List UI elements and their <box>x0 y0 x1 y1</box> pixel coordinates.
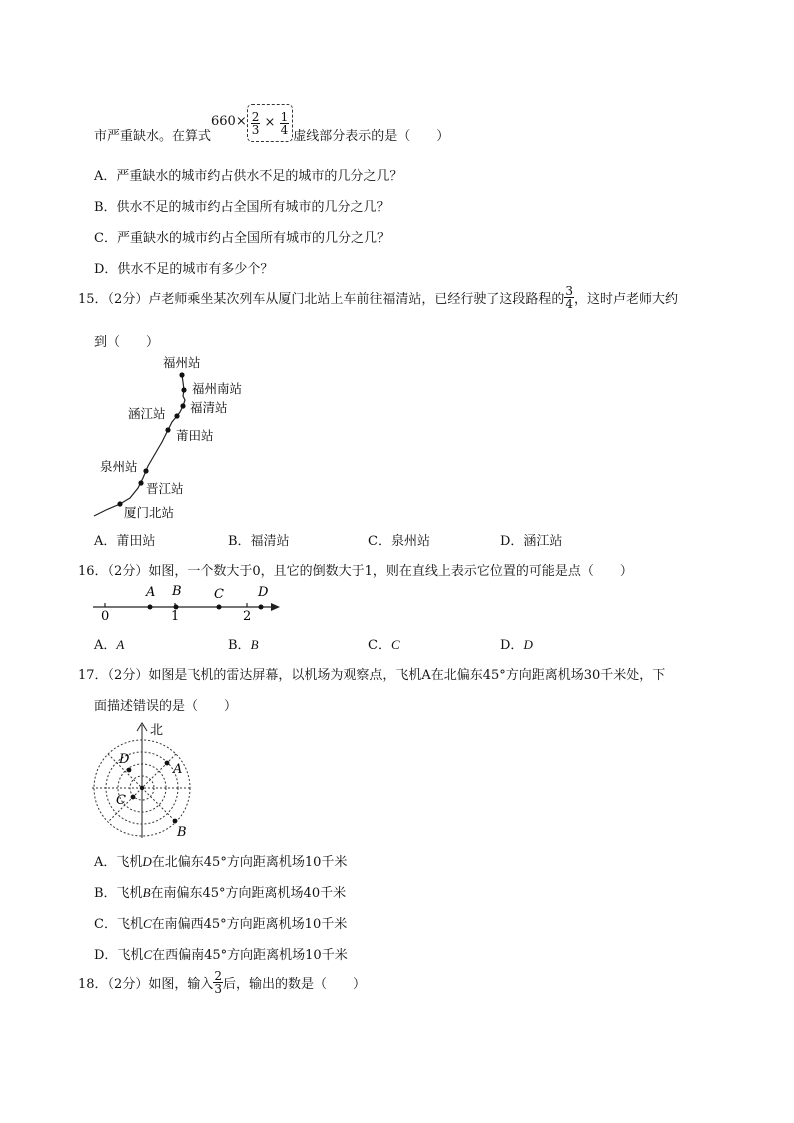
q15-stem-after: ，这时卢老师大约 <box>573 292 678 307</box>
q16-option-a-prefix: A． <box>94 638 117 653</box>
q15-stem <box>78 285 678 325</box>
q14-option-d[interactable]: D．供水不足的城市有多少个？ <box>94 262 274 277</box>
q15-dot-hanjiang <box>174 413 179 418</box>
q17-option-d[interactable] <box>94 944 348 963</box>
q14-text-prefix: 市严重缺水。在算式 <box>94 129 212 144</box>
q14-frac2-den: 4 <box>280 122 289 137</box>
q17-option-c-var: C <box>142 916 152 931</box>
q15-label-quanzhou: 泉州站 <box>100 459 138 474</box>
q16-option-c[interactable] <box>368 634 400 653</box>
q15-option-c[interactable]: C．泉州站 <box>368 534 430 549</box>
q15-frac-num: 3 <box>565 284 573 298</box>
q17-option-b-prefix: B．飞机 <box>94 886 143 901</box>
q15-frac <box>564 285 574 310</box>
q17-option-c[interactable] <box>94 913 347 932</box>
q16-label-d: D <box>258 585 269 600</box>
q16-option-c-var: C <box>390 637 400 652</box>
q16-option-b[interactable] <box>228 634 259 653</box>
q15-label-fuzhou-south: 福州南站 <box>192 381 243 396</box>
q16-option-d[interactable] <box>500 634 533 653</box>
q17-option-a-prefix: A．飞机 <box>94 855 143 870</box>
q17-option-a[interactable] <box>94 851 347 870</box>
q16-option-c-prefix: C． <box>368 638 391 653</box>
q15-label-hanjiang: 涵江站 <box>128 406 166 421</box>
q15-option-b[interactable]: B．福清站 <box>228 534 290 549</box>
q17-plane-b <box>173 819 178 824</box>
q17-label-c: C <box>116 793 126 808</box>
q15-option-d[interactable]: D．涵江站 <box>500 534 563 549</box>
q17-label-d: D <box>119 752 130 767</box>
q16-option-d-prefix: D． <box>500 638 524 653</box>
q16-label-a: A <box>146 585 156 600</box>
q18-frac <box>213 970 223 995</box>
q14-text-suffix: 虚线部分表示的是（ ） <box>293 129 450 144</box>
q14-option-b[interactable]: B．供水不足的城市约占全国所有城市的几分之几？ <box>94 200 390 215</box>
q16-option-b-prefix: B． <box>228 638 251 653</box>
q14-formula-coef: 660 <box>211 114 236 129</box>
q16-point-d <box>259 605 264 610</box>
q15-frac-den: 4 <box>565 297 573 311</box>
q14-frac2 <box>280 111 290 136</box>
q17-option-d-rest: 在西偏南45°方向距离机场10千米 <box>152 948 348 963</box>
q16-tick-label-2: 2 <box>243 609 252 620</box>
q15-dot-jinjiang <box>138 480 143 485</box>
q18-stem-before: 18．（2分）如图，输入 <box>78 977 214 992</box>
q15-dot-xiamen-north <box>117 501 122 506</box>
q16-number-line-svg <box>88 580 288 620</box>
q15-label-fuqing: 福清站 <box>190 400 228 415</box>
q17-center-dot <box>140 786 144 790</box>
q15-dot-putian <box>165 427 170 432</box>
q17-option-c-rest: 在南偏西45°方向距离机场10千米 <box>151 917 348 932</box>
q14-option-c[interactable]: C．严重缺水的城市约占全国所有城市的几分之几？ <box>94 231 390 246</box>
q15-route-map <box>80 350 280 525</box>
q15-label-jinjiang: 晋江站 <box>146 481 184 496</box>
q15-dot-fuzhou <box>179 372 184 377</box>
q17-option-a-rest: 在北偏东45°方向距离机场10千米 <box>151 855 348 870</box>
q17-label-a: A <box>173 762 183 777</box>
q17-stem-line2: 面描述错误的是（ ） <box>94 699 238 714</box>
q15-dot-fuqing <box>180 403 185 408</box>
q17-plane-a <box>165 761 170 766</box>
q16-tick-label-1: 1 <box>171 609 180 620</box>
q14-frac1-den: 3 <box>251 122 260 137</box>
q16-label-b: B <box>172 584 182 599</box>
q16-option-d-var: D <box>523 637 533 652</box>
q17-plane-c <box>131 795 136 800</box>
q17-radar-svg <box>88 718 208 840</box>
q14-formula <box>211 104 293 142</box>
q17-option-c-prefix: C．飞机 <box>94 917 143 932</box>
q17-option-b-rest: 在南偏东45°方向距离机场40千米 <box>150 886 347 901</box>
q14-times-1: × <box>235 114 247 129</box>
q14-frac2-num: 1 <box>280 109 289 124</box>
q18-stem-after: 后，输出的数是（ ） <box>222 977 366 992</box>
q17-stem-line1: 17．（2分）如图是飞机的雷达屏幕，以机场为观察点，飞机A在北偏东45°方向距离机场30千米处，下 <box>78 668 666 683</box>
q14-dashed-box <box>247 104 293 142</box>
q14-formula-line <box>94 104 449 144</box>
q16-stem: 16．（2分）如图，一个数大于0，且它的倒数大于1，则在直线上表示它位置的可能是点（ ） <box>78 564 633 579</box>
q15-stem-line2: 到（ ） <box>94 335 160 350</box>
q17-plane-d <box>127 768 132 773</box>
q17-option-d-var: C <box>143 947 153 962</box>
q16-point-c <box>217 605 222 610</box>
q15-stem-before: 15．（2分）卢老师乘坐某次列车从厦门北站上车前往福清站，已经行驶了这段路程的 <box>78 292 565 307</box>
q14-frac1 <box>251 111 261 136</box>
q14-frac1-num: 2 <box>251 109 260 124</box>
q17-option-d-prefix: D．飞机 <box>94 948 144 963</box>
q14-times-2: × <box>264 115 276 130</box>
q18-stem <box>78 970 366 1010</box>
q17-radar <box>88 718 208 840</box>
q14-option-a[interactable]: A．严重缺水的城市约占供水不足的城市的几分之几？ <box>94 169 403 184</box>
q15-dot-fuzhou-south <box>181 387 186 392</box>
q15-label-fuzhou: 福州站 <box>163 355 201 370</box>
q17-label-b: B <box>177 825 187 840</box>
q18-frac-den: 3 <box>214 982 222 996</box>
q17-north-label: 北 <box>150 723 164 738</box>
q16-point-a <box>148 605 153 610</box>
q16-tick-label-0: 0 <box>101 609 110 620</box>
q17-option-b-var: B <box>142 885 151 900</box>
q15-option-a[interactable]: A．莆田站 <box>94 534 156 549</box>
q16-option-a[interactable] <box>94 634 124 653</box>
q15-dot-quanzhou <box>143 468 148 473</box>
q16-axis-arrow-icon <box>271 603 280 611</box>
q15-label-xiamen-north: 厦门北站 <box>124 505 175 520</box>
q16-option-a-var: A <box>116 637 125 652</box>
q15-route-svg <box>80 350 280 525</box>
q15-label-putian: 莆田站 <box>176 428 214 443</box>
q16-option-b-var: B <box>250 637 259 652</box>
q16-number-line <box>88 580 288 620</box>
q16-label-c: C <box>214 587 224 602</box>
q17-option-a-var: D <box>142 854 152 869</box>
q17-option-b[interactable] <box>94 882 346 901</box>
q18-frac-num: 2 <box>214 969 222 983</box>
